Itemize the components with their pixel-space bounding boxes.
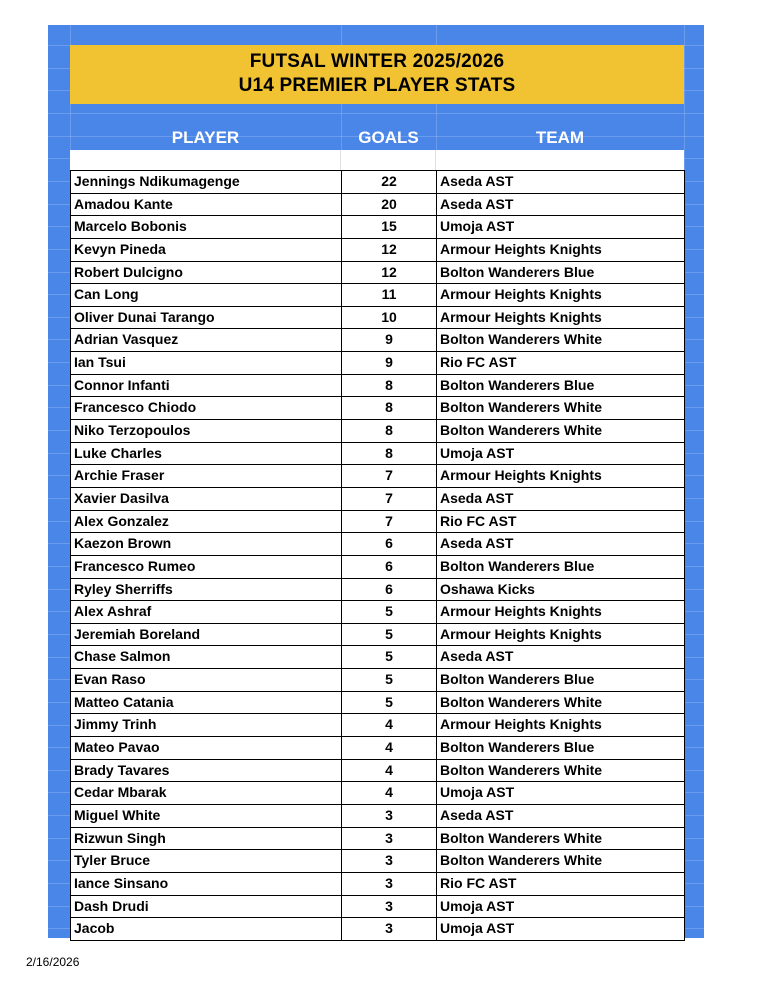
team-cell: Umoja AST [437, 216, 685, 239]
goals-cell: 4 [342, 737, 437, 760]
player-cell: Ryley Sherriffs [71, 579, 342, 602]
team-cell: Armour Heights Knights [437, 624, 685, 647]
player-cell: Jacob [71, 918, 342, 941]
goals-cell: 4 [342, 760, 437, 783]
player-cell: Archie Fraser [71, 465, 342, 488]
table-row [71, 828, 685, 851]
table-row [71, 329, 685, 352]
goals-cell: 8 [342, 420, 437, 443]
player-cell: Francesco Chiodo [71, 397, 342, 420]
player-cell: Alex Gonzalez [71, 511, 342, 534]
table-row [71, 873, 685, 896]
player-cell: Miguel White [71, 805, 342, 828]
goals-cell: 7 [342, 511, 437, 534]
table-row [71, 420, 685, 443]
table-row [71, 488, 685, 511]
team-cell: Rio FC AST [437, 511, 685, 534]
blank-cell [70, 150, 341, 170]
team-cell: Bolton Wanderers Blue [437, 556, 685, 579]
goals-cell: 11 [342, 284, 437, 307]
table-row [71, 579, 685, 602]
team-cell: Armour Heights Knights [437, 714, 685, 737]
team-cell: Armour Heights Knights [437, 284, 685, 307]
table-row [71, 918, 685, 941]
team-cell: Umoja AST [437, 918, 685, 941]
goals-cell: 10 [342, 307, 437, 330]
goals-cell: 3 [342, 918, 437, 941]
player-cell: Oliver Dunai Tarango [71, 307, 342, 330]
player-cell: Rizwun Singh [71, 828, 342, 851]
team-cell: Bolton Wanderers Blue [437, 262, 685, 285]
team-cell: Aseda AST [437, 533, 685, 556]
player-cell: Mateo Pavao [71, 737, 342, 760]
table-row [71, 805, 685, 828]
table-row [71, 692, 685, 715]
goals-cell: 7 [342, 465, 437, 488]
goals-cell: 5 [342, 646, 437, 669]
table-row [71, 352, 685, 375]
table-row [71, 511, 685, 534]
team-cell: Armour Heights Knights [437, 307, 685, 330]
goals-cell: 12 [342, 262, 437, 285]
team-cell: Bolton Wanderers White [437, 850, 685, 873]
team-cell: Bolton Wanderers Blue [437, 375, 685, 398]
player-stats-table [70, 170, 685, 941]
team-cell: Bolton Wanderers White [437, 692, 685, 715]
table-row [71, 669, 685, 692]
player-cell: Connor Infanti [71, 375, 342, 398]
team-cell: Bolton Wanderers White [437, 420, 685, 443]
player-cell: Kevyn Pineda [71, 239, 342, 262]
table-row [71, 782, 685, 805]
table-row [71, 239, 685, 262]
goals-cell: 3 [342, 873, 437, 896]
team-cell: Bolton Wanderers White [437, 329, 685, 352]
table-row [71, 533, 685, 556]
player-cell: Brady Tavares [71, 760, 342, 783]
team-cell: Bolton Wanderers White [437, 397, 685, 420]
table-row [71, 375, 685, 398]
player-cell: Iance Sinsano [71, 873, 342, 896]
goals-cell: 15 [342, 216, 437, 239]
player-cell: Robert Dulcigno [71, 262, 342, 285]
table-row [71, 760, 685, 783]
table-row [71, 216, 685, 239]
team-cell: Bolton Wanderers White [437, 760, 685, 783]
player-cell: Chase Salmon [71, 646, 342, 669]
goals-cell: 6 [342, 579, 437, 602]
table-row [71, 194, 685, 217]
team-cell: Aseda AST [437, 194, 685, 217]
table-row [71, 171, 685, 194]
team-cell: Aseda AST [437, 646, 685, 669]
goals-cell: 3 [342, 828, 437, 851]
team-cell: Aseda AST [437, 488, 685, 511]
team-cell: Bolton Wanderers Blue [437, 669, 685, 692]
team-cell: Aseda AST [437, 171, 685, 194]
goals-cell: 9 [342, 352, 437, 375]
goals-cell: 8 [342, 397, 437, 420]
goals-cell: 6 [342, 533, 437, 556]
column-header-goals: GOALS [358, 128, 419, 147]
table-row [71, 262, 685, 285]
goals-cell: 3 [342, 896, 437, 919]
goals-cell: 5 [342, 624, 437, 647]
player-cell: Cedar Mbarak [71, 782, 342, 805]
title-line-1: FUTSAL WINTER 2025/2026 [249, 51, 505, 72]
team-cell: Armour Heights Knights [437, 601, 685, 624]
player-cell: Can Long [71, 284, 342, 307]
goals-cell: 9 [342, 329, 437, 352]
goals-cell: 7 [342, 488, 437, 511]
player-cell: Xavier Dasilva [71, 488, 342, 511]
goals-cell: 22 [342, 171, 437, 194]
title-line-2: U14 PREMIER PLAYER STATS [238, 75, 516, 96]
goals-cell: 5 [342, 669, 437, 692]
goals-cell: 12 [342, 239, 437, 262]
blank-cell [436, 150, 684, 170]
title-banner [70, 45, 684, 104]
table-row [71, 646, 685, 669]
goals-cell: 3 [342, 805, 437, 828]
team-cell: Aseda AST [437, 805, 685, 828]
team-cell: Oshawa Kicks [437, 579, 685, 602]
team-cell: Bolton Wanderers Blue [437, 737, 685, 760]
player-cell: Matteo Catania [71, 692, 342, 715]
team-cell: Rio FC AST [437, 873, 685, 896]
player-cell: Adrian Vasquez [71, 329, 342, 352]
goals-cell: 4 [342, 782, 437, 805]
table-row [71, 465, 685, 488]
team-cell: Bolton Wanderers White [437, 828, 685, 851]
team-cell: Rio FC AST [437, 352, 685, 375]
player-cell: Marcelo Bobonis [71, 216, 342, 239]
print-date: 2/16/2026 [26, 955, 80, 969]
table-row [71, 556, 685, 579]
table-row [71, 714, 685, 737]
player-cell: Kaezon Brown [71, 533, 342, 556]
player-cell: Evan Raso [71, 669, 342, 692]
table-row [71, 284, 685, 307]
player-cell: Jennings Ndikumagenge [71, 171, 342, 194]
goals-cell: 20 [342, 194, 437, 217]
goals-cell: 5 [342, 692, 437, 715]
goals-cell: 6 [342, 556, 437, 579]
column-header-team: TEAM [535, 128, 585, 147]
goals-cell: 5 [342, 601, 437, 624]
player-cell: Jimmy Trinh [71, 714, 342, 737]
table-row [71, 397, 685, 420]
table-row [71, 307, 685, 330]
column-header-player: PLAYER [171, 128, 240, 147]
team-cell: Umoja AST [437, 782, 685, 805]
goals-cell: 8 [342, 375, 437, 398]
team-cell: Umoja AST [437, 443, 685, 466]
team-cell: Armour Heights Knights [437, 465, 685, 488]
goals-cell: 8 [342, 443, 437, 466]
blank-cell [341, 150, 436, 170]
player-cell: Niko Terzopoulos [71, 420, 342, 443]
table-row [71, 737, 685, 760]
player-cell: Jeremiah Boreland [71, 624, 342, 647]
table-row [71, 850, 685, 873]
table-row [71, 896, 685, 919]
table-row [71, 601, 685, 624]
player-cell: Amadou Kante [71, 194, 342, 217]
column-header-row [70, 125, 684, 150]
team-cell: Umoja AST [437, 896, 685, 919]
blank-row [70, 150, 684, 170]
goals-cell: 4 [342, 714, 437, 737]
player-cell: Francesco Rumeo [71, 556, 342, 579]
table-row [71, 624, 685, 647]
grid-line [48, 113, 704, 114]
table-row [71, 443, 685, 466]
player-cell: Alex Ashraf [71, 601, 342, 624]
player-cell: Ian Tsui [71, 352, 342, 375]
player-cell: Dash Drudi [71, 896, 342, 919]
team-cell: Armour Heights Knights [437, 239, 685, 262]
player-cell: Luke Charles [71, 443, 342, 466]
player-cell: Tyler Bruce [71, 850, 342, 873]
goals-cell: 3 [342, 850, 437, 873]
